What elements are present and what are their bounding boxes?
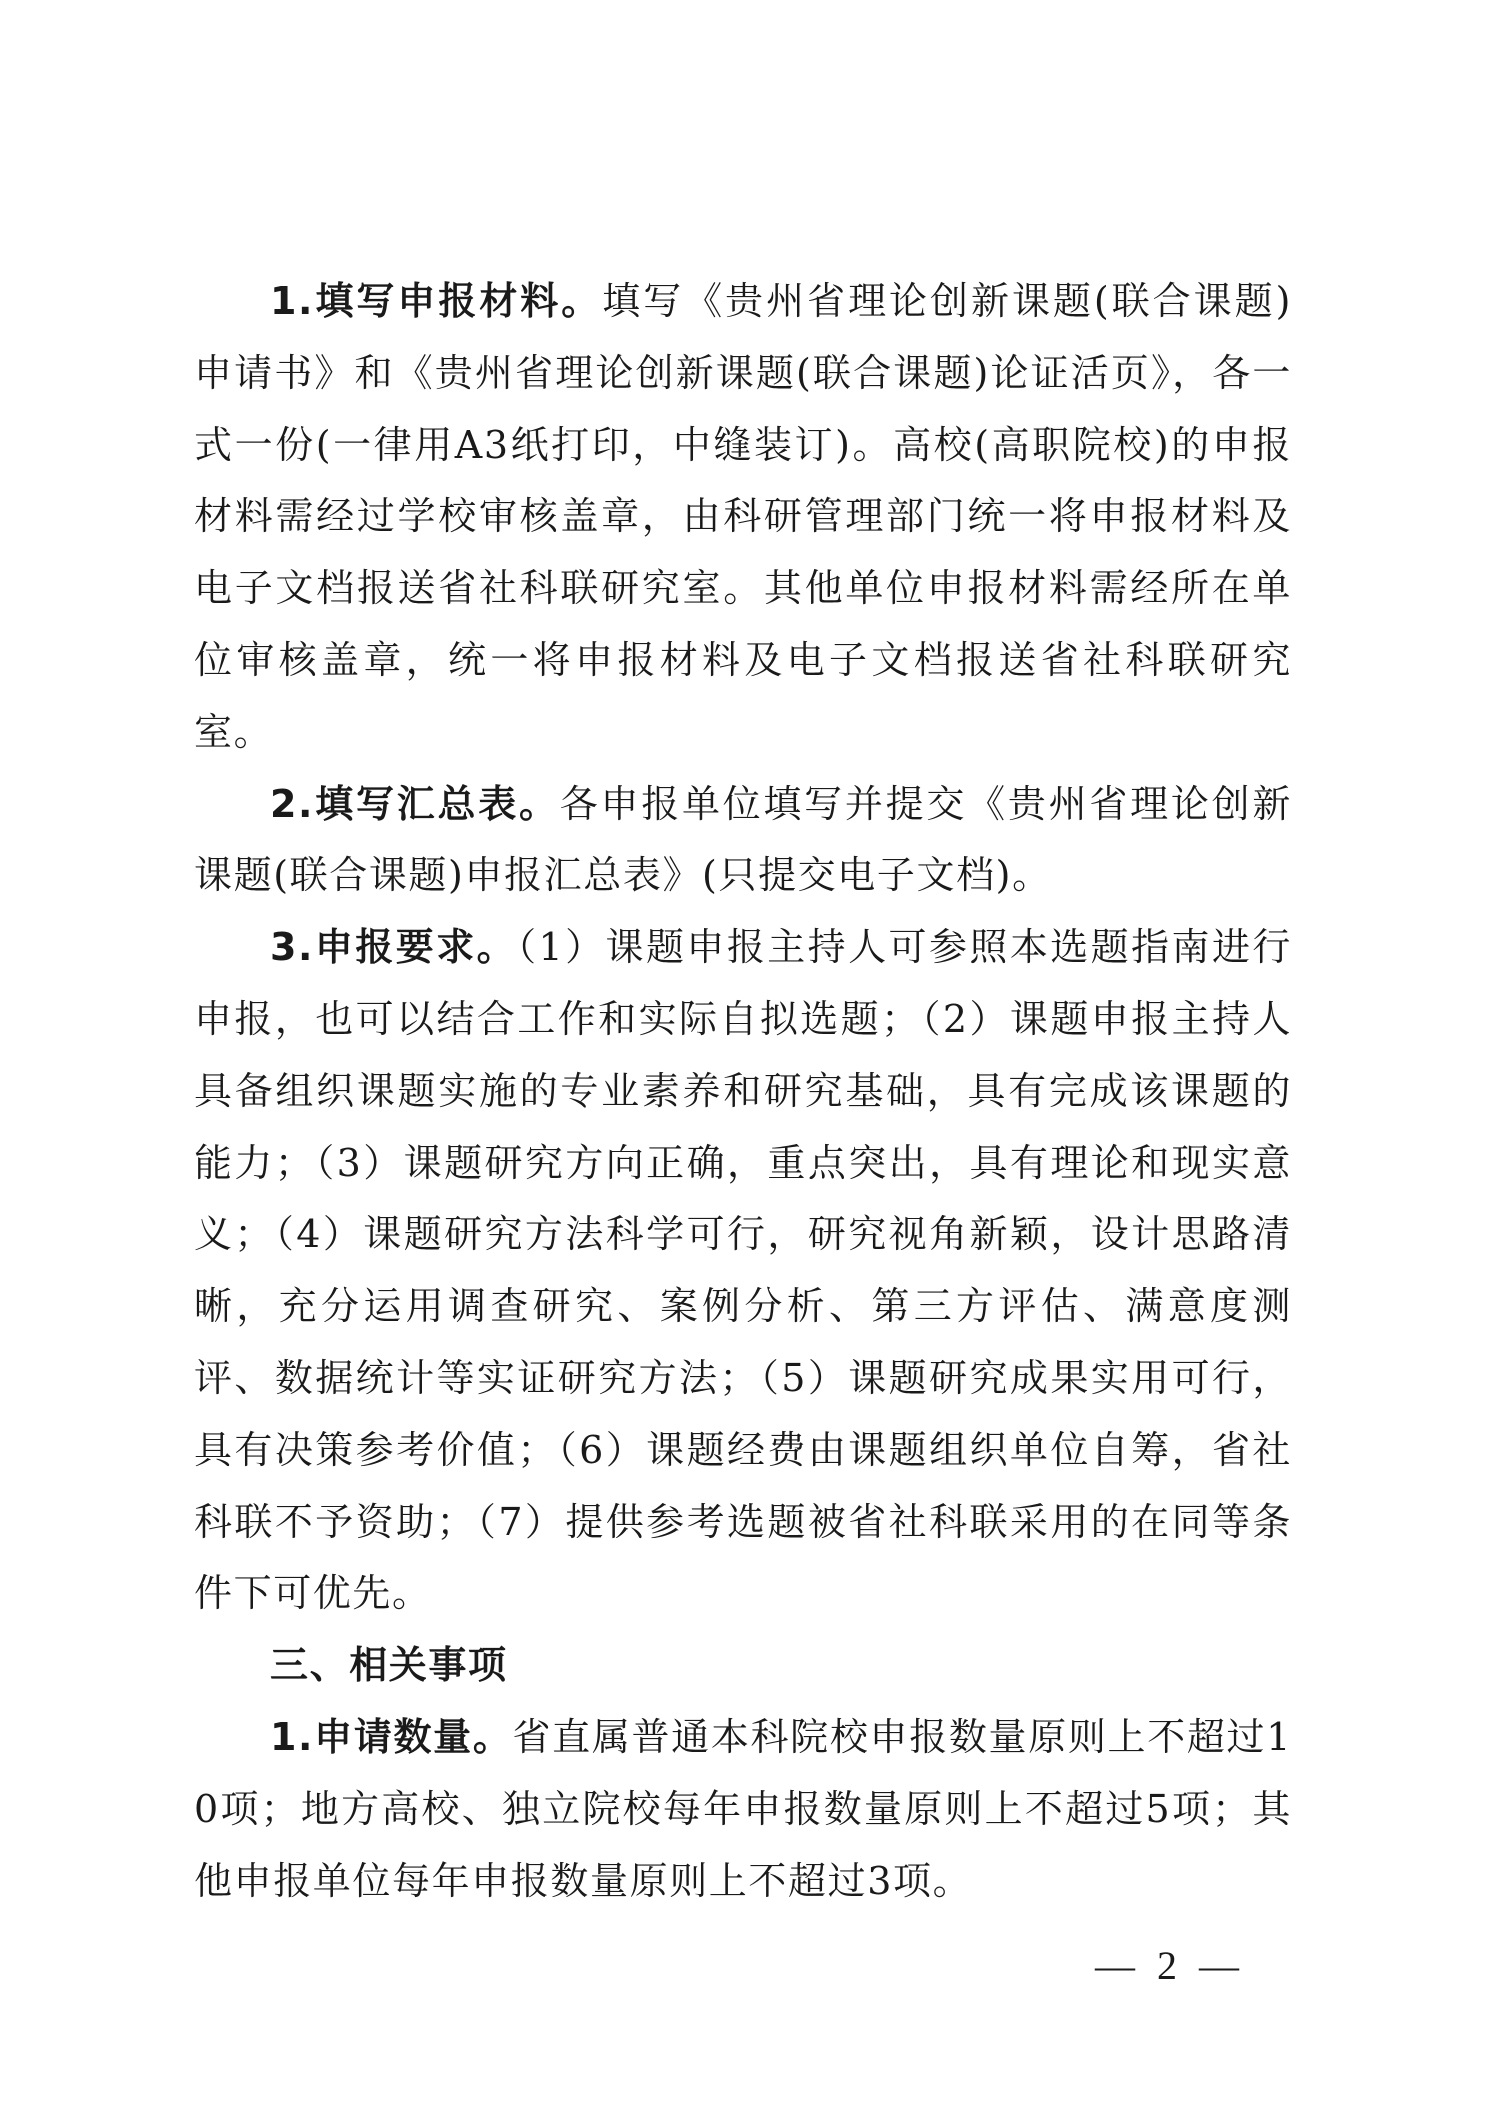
paragraph-lead: 1.填写申报材料。	[270, 279, 603, 323]
paragraph-fill-materials	[194, 266, 1292, 769]
paragraph-text: 省直属普通本科院校申报数量原则上不超过10项；地方高校、独立院校每年申报数量原则上不超过5项；其他申报单位每年申报数量原则上不超过3项。	[194, 1714, 1292, 1903]
paragraph-text: （1）课题申报主持人可参照本选题指南进行申报，也可以结合工作和实际自拟选题；（2）课题申报主持人具备组织课题实施的专业素养和研究基础，具有完成该课题的能力；（3）课题研究方向正确，重点突出，具有理论和现实意义；（4）课题研究方法科学可行，研究视角新颖，设计思路清晰，充分运用调查研究、案例分析、第三方评估、满意度测评、数据统计等实证研究方法；（5）课题研究成果实用可行，具有决策参考价值；（6）课题经费由课题组织单位自筹，省社科联不予资助；（7）提供参考选题被省社科联采用的在同等条件下可优先。	[194, 925, 1292, 1616]
section-heading: 三、相关事项	[270, 1643, 508, 1688]
paragraph-application-quantity	[194, 1702, 1292, 1917]
paragraph-text: 填写《贵州省理论创新课题(联合课题)申请书》和《贵州省理论创新课题(联合课题)论证活页》，各一式一份(一律用A3纸打印，中缝装订)。高校(高职院校)的申报材料需经过学校审核盖章，由科研管理部门统一将申报材料及电子文档报送省社科联研究室。其他单位申报材料需经所在单位审核盖章，统一将申报材料及电子文档报送省社科联研究室。	[194, 279, 1293, 754]
paragraph-lead: 3.申报要求。	[270, 925, 518, 970]
document-body	[194, 266, 1292, 1917]
paragraph-requirements	[194, 912, 1292, 1630]
paragraph-lead: 1.申请数量。	[270, 1714, 513, 1759]
paragraph-lead: 2.填写汇总表。	[270, 781, 560, 826]
page-number: — 2 —	[1095, 1943, 1245, 1988]
paragraph-fill-summary	[194, 769, 1292, 913]
paragraph-text: 各申报单位填写并提交《贵州省理论创新课题(联合课题)申报汇总表》(只提交电子文档)。	[194, 781, 1292, 898]
